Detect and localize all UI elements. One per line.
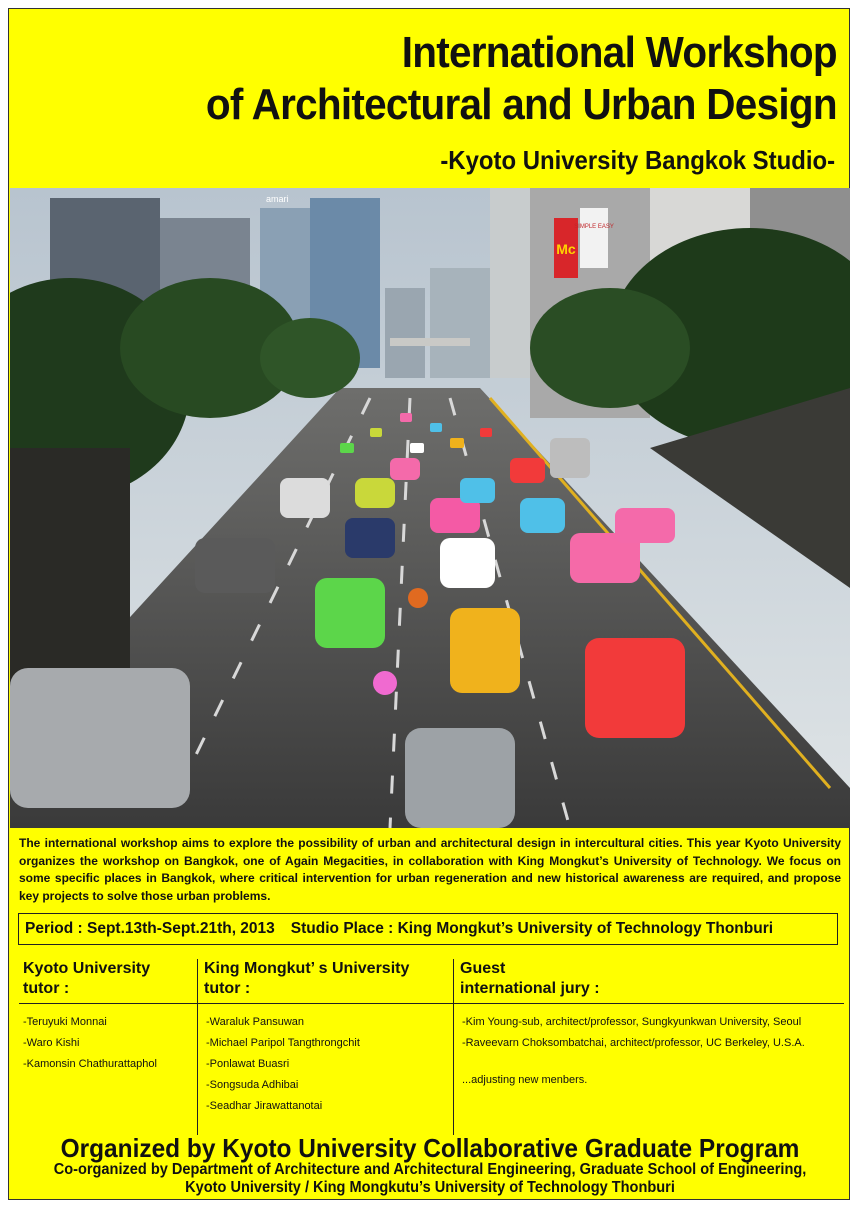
- organizer-line: Organized by Kyoto University Collaborative Graduate Program: [60, 1133, 800, 1163]
- guest-heading-line-1: Guest: [460, 960, 506, 977]
- kyoto-tutors-heading: [19, 959, 197, 1004]
- skybridge: [390, 338, 470, 346]
- taxi-car: [615, 508, 675, 543]
- kyoto-heading-line-2: tutor :: [23, 980, 70, 997]
- building: [430, 268, 490, 378]
- taxi-car: [390, 458, 420, 480]
- list-item: -Raveevarn Choksombatchai, architect/professor, UC Berkeley, U.S.A.: [462, 1037, 805, 1049]
- kyoto-tutors-list: [19, 1012, 197, 1075]
- kmutt-tutors-heading: [198, 959, 454, 1004]
- guest-heading-line-2: international jury :: [460, 980, 600, 997]
- trees-right: [530, 288, 690, 408]
- subtitle: -Kyoto University Bangkok Studio-: [440, 145, 835, 175]
- billboard-amari: amari: [266, 194, 289, 204]
- kyoto-heading-line-1: Kyoto University: [23, 960, 151, 977]
- car: [280, 478, 330, 518]
- taxi-car: [510, 458, 545, 483]
- street-scene-illustration: [10, 188, 850, 828]
- car: [10, 668, 190, 808]
- taxi-car: [460, 478, 495, 503]
- bangkok-street-photo: [10, 188, 850, 828]
- billboard: [580, 208, 608, 268]
- car: [405, 728, 515, 828]
- kmutt-heading-line-2: tutor :: [204, 980, 251, 997]
- coorganizer-line-2: Kyoto University / King Mongkutu’s University of Technology Thonburi: [185, 1179, 675, 1196]
- list-item: -Waraluk Pansuwan: [206, 1016, 305, 1028]
- page-title: [206, 27, 837, 131]
- trees-left: [260, 318, 360, 398]
- studio-place-text: Studio Place : King Mongkut’s University of Technology Thonburi: [290, 920, 774, 937]
- title-line-1: International Workshop: [401, 28, 837, 77]
- taxi-car: [520, 498, 565, 533]
- kmutt-tutors-list: [198, 1012, 454, 1117]
- guest-jury-heading: [454, 959, 844, 1004]
- intro-paragraph: The international workshop aims to explore the possibility of urban and architectural design in intercultural cities. This year Kyoto University organizes the workshop on Bangkok, one of Again Megacities, in collaboration with King Mongkut’s University of Technology. We focus on some specific places in Bangkok, where critical intervention for urban regeneration and new historical awareness are required, and propose key projects to solve those urban problems.: [19, 836, 841, 903]
- car: [195, 538, 275, 593]
- list-item: -Kamonsin Chathurattaphol: [23, 1058, 157, 1070]
- motorcyclist: [373, 671, 397, 695]
- kmutt-tutors-column: [197, 959, 454, 1135]
- building: [490, 188, 530, 378]
- list-item: -Kim Young-sub, architect/professor, Sungkyunkwan University, Seoul: [462, 1016, 802, 1028]
- car: [345, 518, 395, 558]
- period-text: Period : Sept.13th-Sept.21th, 2013: [25, 920, 275, 937]
- list-item: -Ponlawat Buasri: [206, 1058, 290, 1070]
- motorcyclist: [408, 588, 428, 608]
- list-item: -Waro Kishi: [23, 1037, 80, 1049]
- list-item: -Songsuda Adhibai: [206, 1079, 299, 1091]
- guest-jury-list: [454, 1012, 844, 1054]
- list-item: -Michael Paripol Tangthrongchit: [206, 1037, 360, 1049]
- taxi-car: [355, 478, 395, 508]
- kmutt-heading-line-1: King Mongkut’ s University: [204, 960, 410, 977]
- poster: [8, 8, 850, 1200]
- list-item: -Seadhar Jirawattanotai: [206, 1100, 323, 1112]
- guest-jury-column: [453, 959, 844, 1135]
- van: [550, 438, 590, 478]
- title-line-2: of Architectural and Urban Design: [206, 80, 837, 129]
- period-box: [18, 913, 838, 945]
- coorganizer-line-1: Co-organized by Department of Architecture and Architectural Engineering, Graduate School of Engineering,: [53, 1161, 807, 1178]
- billboard-mcdonalds: Mc: [556, 241, 576, 257]
- car: [440, 538, 495, 588]
- taxi-car: [315, 578, 385, 648]
- building: [385, 288, 425, 378]
- adjusting-note: ...adjusting new menbers.: [462, 1074, 588, 1086]
- list-item: -Teruyuki Monnai: [23, 1016, 107, 1028]
- kyoto-tutors-column: [19, 959, 197, 1135]
- taxi-car: [430, 498, 480, 533]
- tutors-table: [9, 959, 851, 1135]
- taxi-car: [585, 638, 685, 738]
- billboard-simple-easy: SIMPLE EASY: [574, 224, 614, 230]
- taxi-car: [450, 608, 520, 693]
